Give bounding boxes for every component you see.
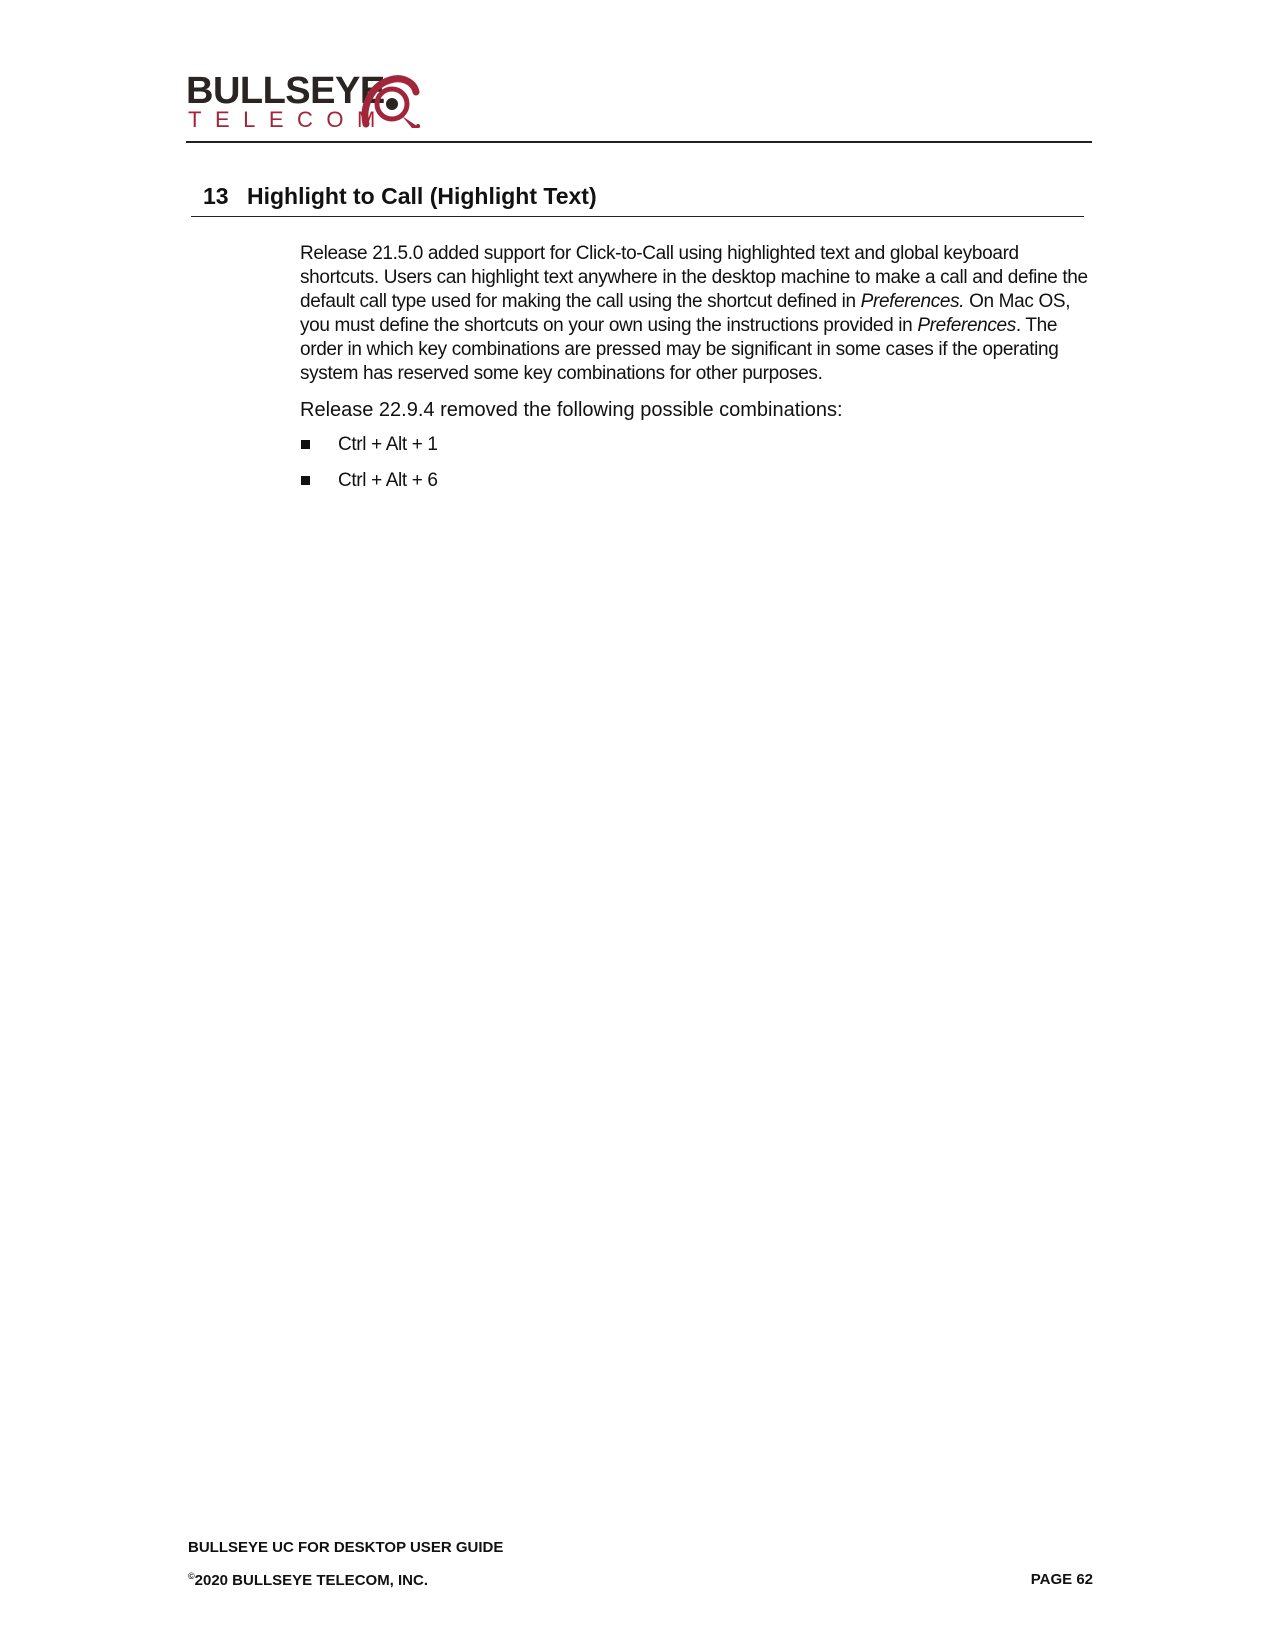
footer-guide-title: BULLSEYE UC FOR DESKTOP USER GUIDE bbox=[188, 1539, 504, 1556]
preferences-emphasis-2: Preferences bbox=[917, 315, 1016, 336]
bullseye-target-icon bbox=[358, 72, 422, 132]
list-item-text: Ctrl + Alt + 1 bbox=[338, 434, 438, 455]
copyright-symbol: © bbox=[188, 1571, 195, 1581]
intro-text-3: . The order in which key combinations are pressed may be significant in some cases if the operating system has reserved some key combinations for other purposes. bbox=[300, 315, 1059, 384]
logo-wordmark-top: BULLSEYE bbox=[186, 70, 385, 112]
section-number: 13 bbox=[203, 183, 229, 209]
removed-combinations-paragraph: Release 22.9.4 removed the following possible combinations: bbox=[300, 399, 843, 421]
logo-wordmark-bottom: TELECOM bbox=[188, 107, 389, 132]
heading-divider bbox=[191, 216, 1084, 217]
section-heading bbox=[203, 183, 597, 210]
list-item bbox=[300, 468, 1090, 504]
bullet-square-icon bbox=[301, 476, 310, 485]
intro-text-1: Release 21.5.0 added support for Click-to-Call using highlighted text and global keyboard shortcuts. Users can highlight text anywhere in the desktop machine to make a call and define the default call type used for making the call using the shortcut defined in bbox=[300, 243, 1088, 312]
company-logo bbox=[186, 72, 436, 134]
combination-list bbox=[300, 432, 1090, 504]
bullet-square-icon bbox=[301, 440, 310, 449]
copyright-text: 2020 BULLSEYE TELECOM, INC. bbox=[194, 1572, 429, 1589]
section-title: Highlight to Call (Highlight Text) bbox=[247, 183, 597, 209]
list-item-text: Ctrl + Alt + 6 bbox=[338, 470, 438, 491]
page-number: PAGE 62 bbox=[1030, 1571, 1093, 1588]
header-divider bbox=[186, 141, 1092, 143]
intro-text-2: On Mac OS, you must define the shortcuts on your own using the instructions provided in bbox=[300, 291, 1071, 336]
list-item bbox=[300, 432, 1090, 468]
preferences-emphasis-1: Preferences. bbox=[860, 291, 965, 312]
footer-copyright bbox=[188, 1571, 428, 1589]
section-body bbox=[300, 242, 1090, 504]
intro-paragraph bbox=[300, 242, 1090, 386]
